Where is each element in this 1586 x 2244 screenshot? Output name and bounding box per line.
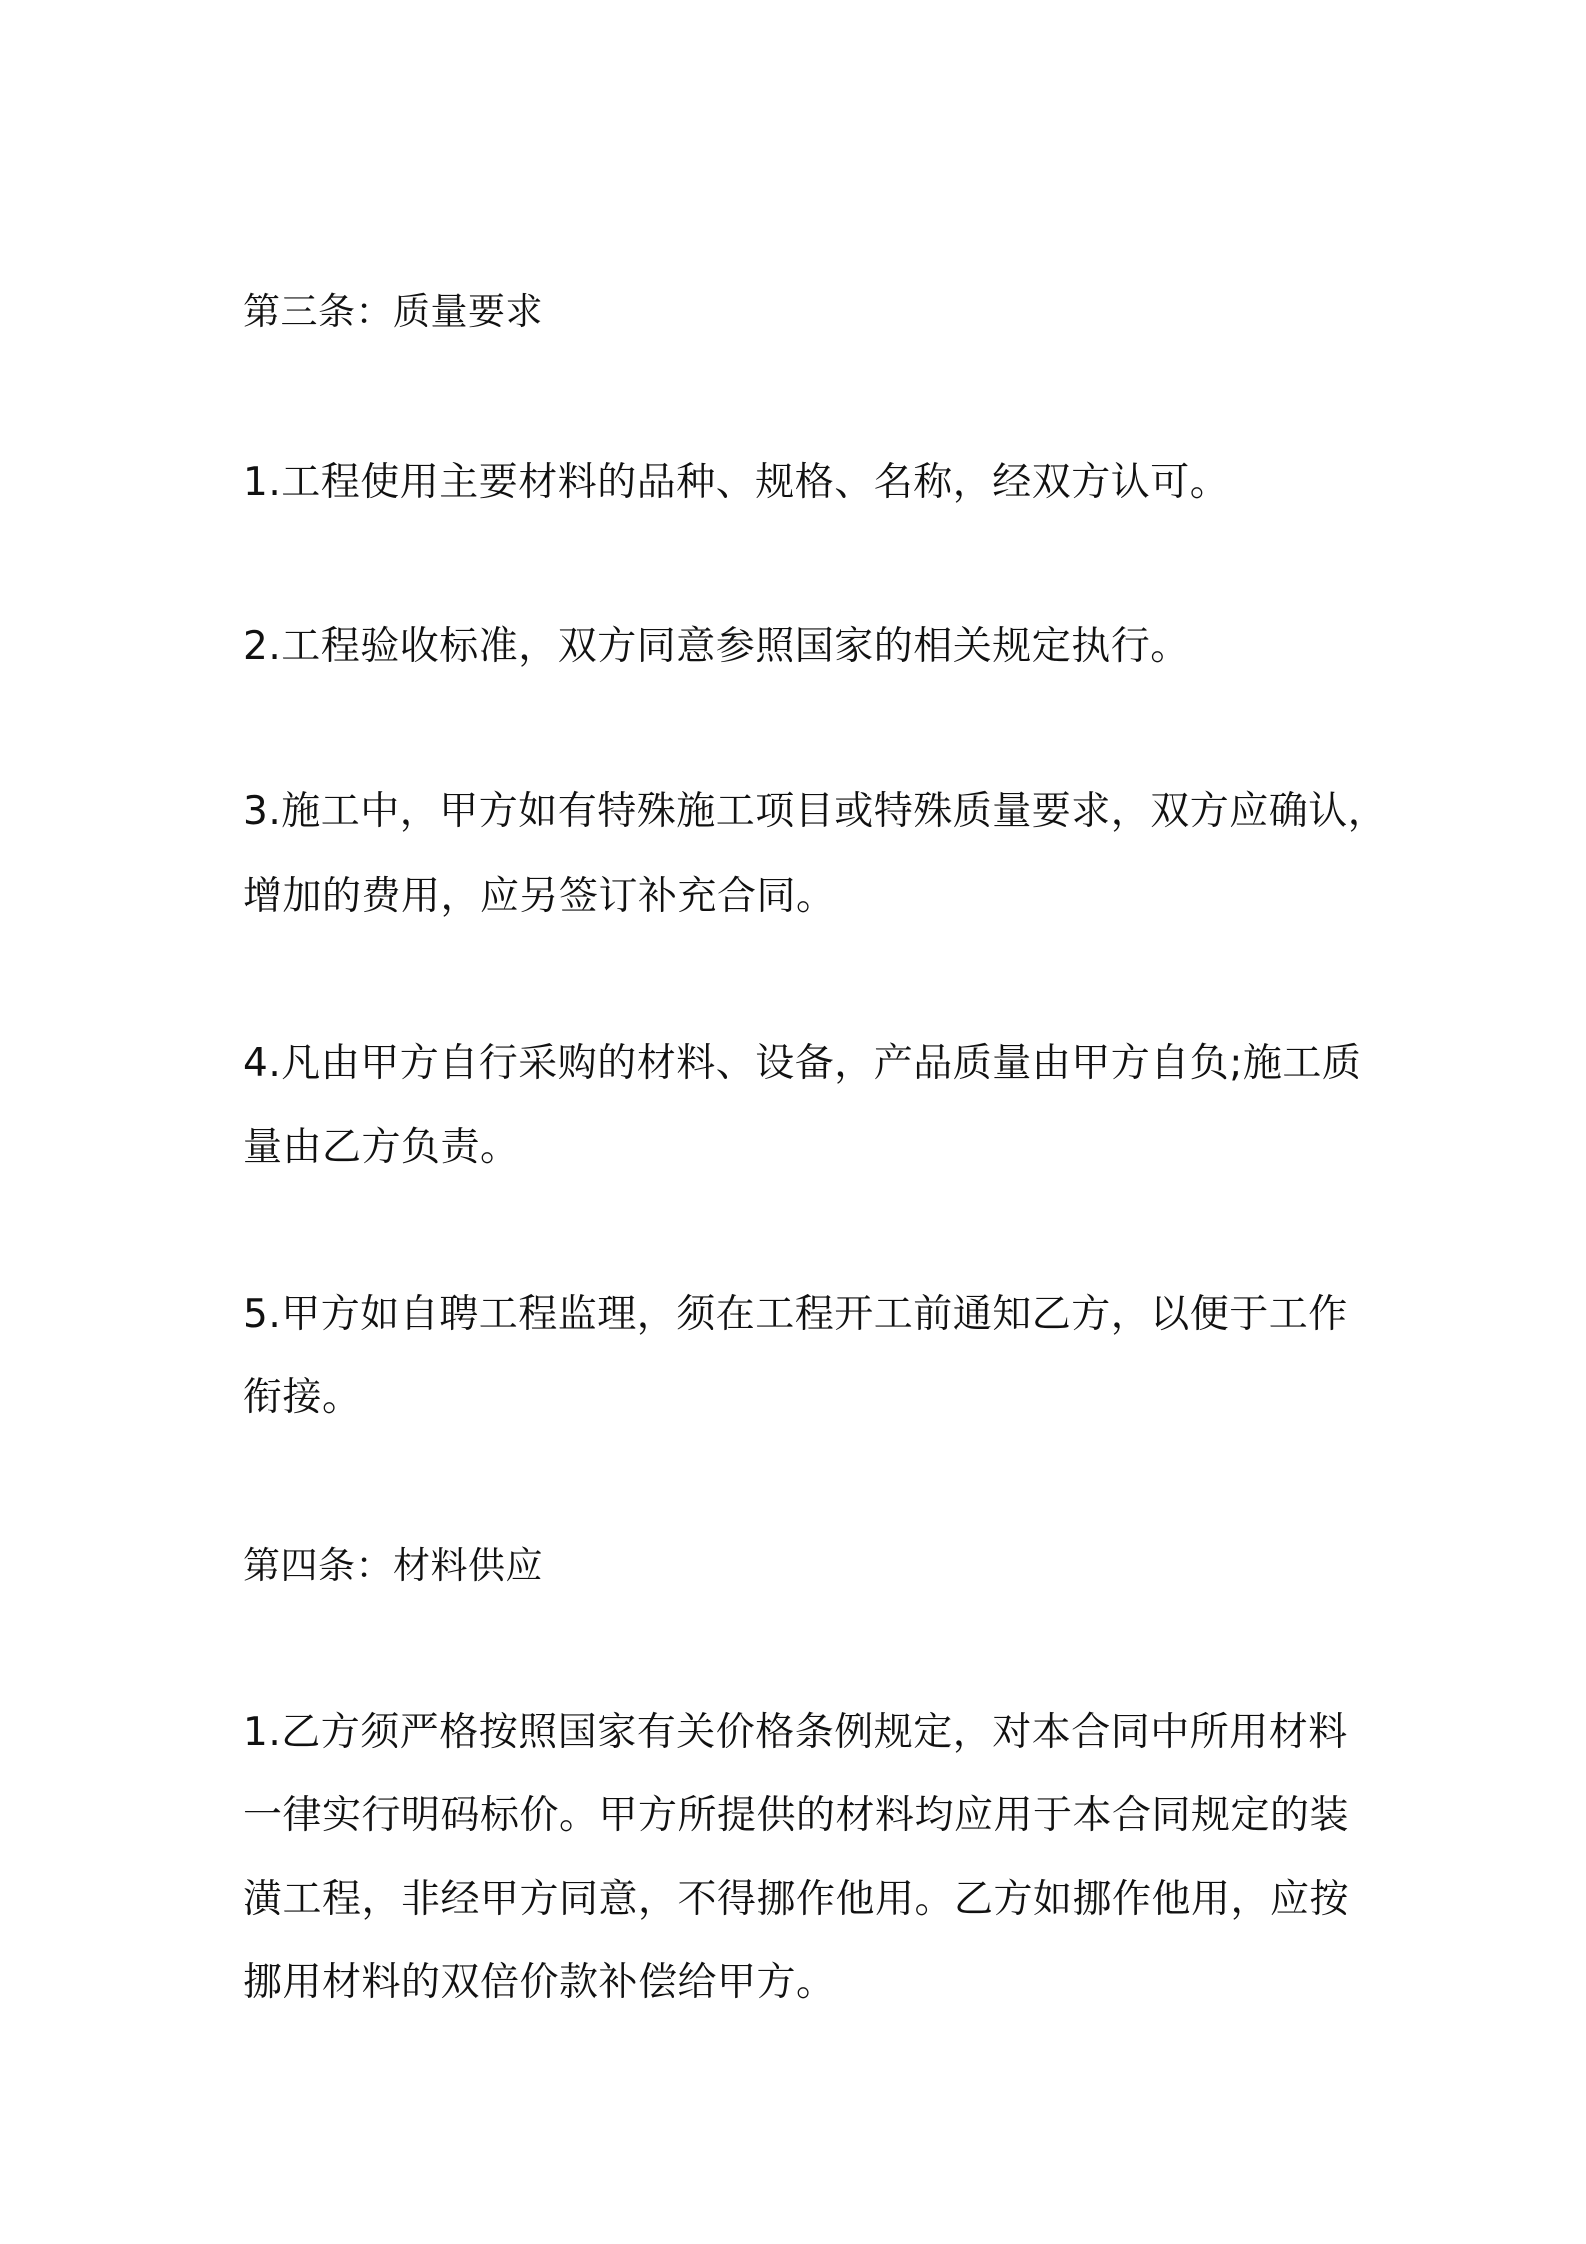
section-4-heading: 第四条：材料供应 <box>243 1544 543 1587</box>
section-3-item-4-line-2: 量由乙方负责。 <box>243 1125 520 1170</box>
section-3-item-3-line-2: 增加的费用，应另签订补充合同。 <box>243 874 836 919</box>
section-3-heading: 第三条：质量要求 <box>243 290 543 333</box>
section-3-item-5-line-1: 5.甲方如自聘工程监理，须在工程开工前通知乙方，以便于工作 <box>243 1292 1348 1337</box>
section-3-item-2-line-1: 2.工程验收标准，双方同意参照国家的相关规定执行。 <box>243 624 1190 669</box>
section-4-item-1-line-3: 潢工程，非经甲方同意，不得挪作他用。乙方如挪作他用，应按 <box>243 1877 1350 1922</box>
section-3-item-4-line-1: 4.凡由甲方自行采购的材料、设备，产品质量由甲方自负;施工质 <box>243 1041 1362 1086</box>
section-3-item-1-line-1: 1.工程使用主要材料的品种、规格、名称，经双方认可。 <box>243 460 1230 505</box>
section-3-item-5-line-2: 衔接。 <box>243 1375 362 1420</box>
section-4-item-1-line-2: 一律实行明码标价。甲方所提供的材料均应用于本合同规定的装 <box>243 1793 1350 1838</box>
section-4-item-1-line-4: 挪用材料的双倍价款补偿给甲方。 <box>243 1960 836 2005</box>
section-3-item-3-line-1: 3.施工中，甲方如有特殊施工项目或特殊质量要求，双方应确认， <box>243 789 1388 834</box>
section-4-item-1-line-1: 1.乙方须严格按照国家有关价格条例规定，对本合同中所用材料 <box>243 1710 1348 1755</box>
